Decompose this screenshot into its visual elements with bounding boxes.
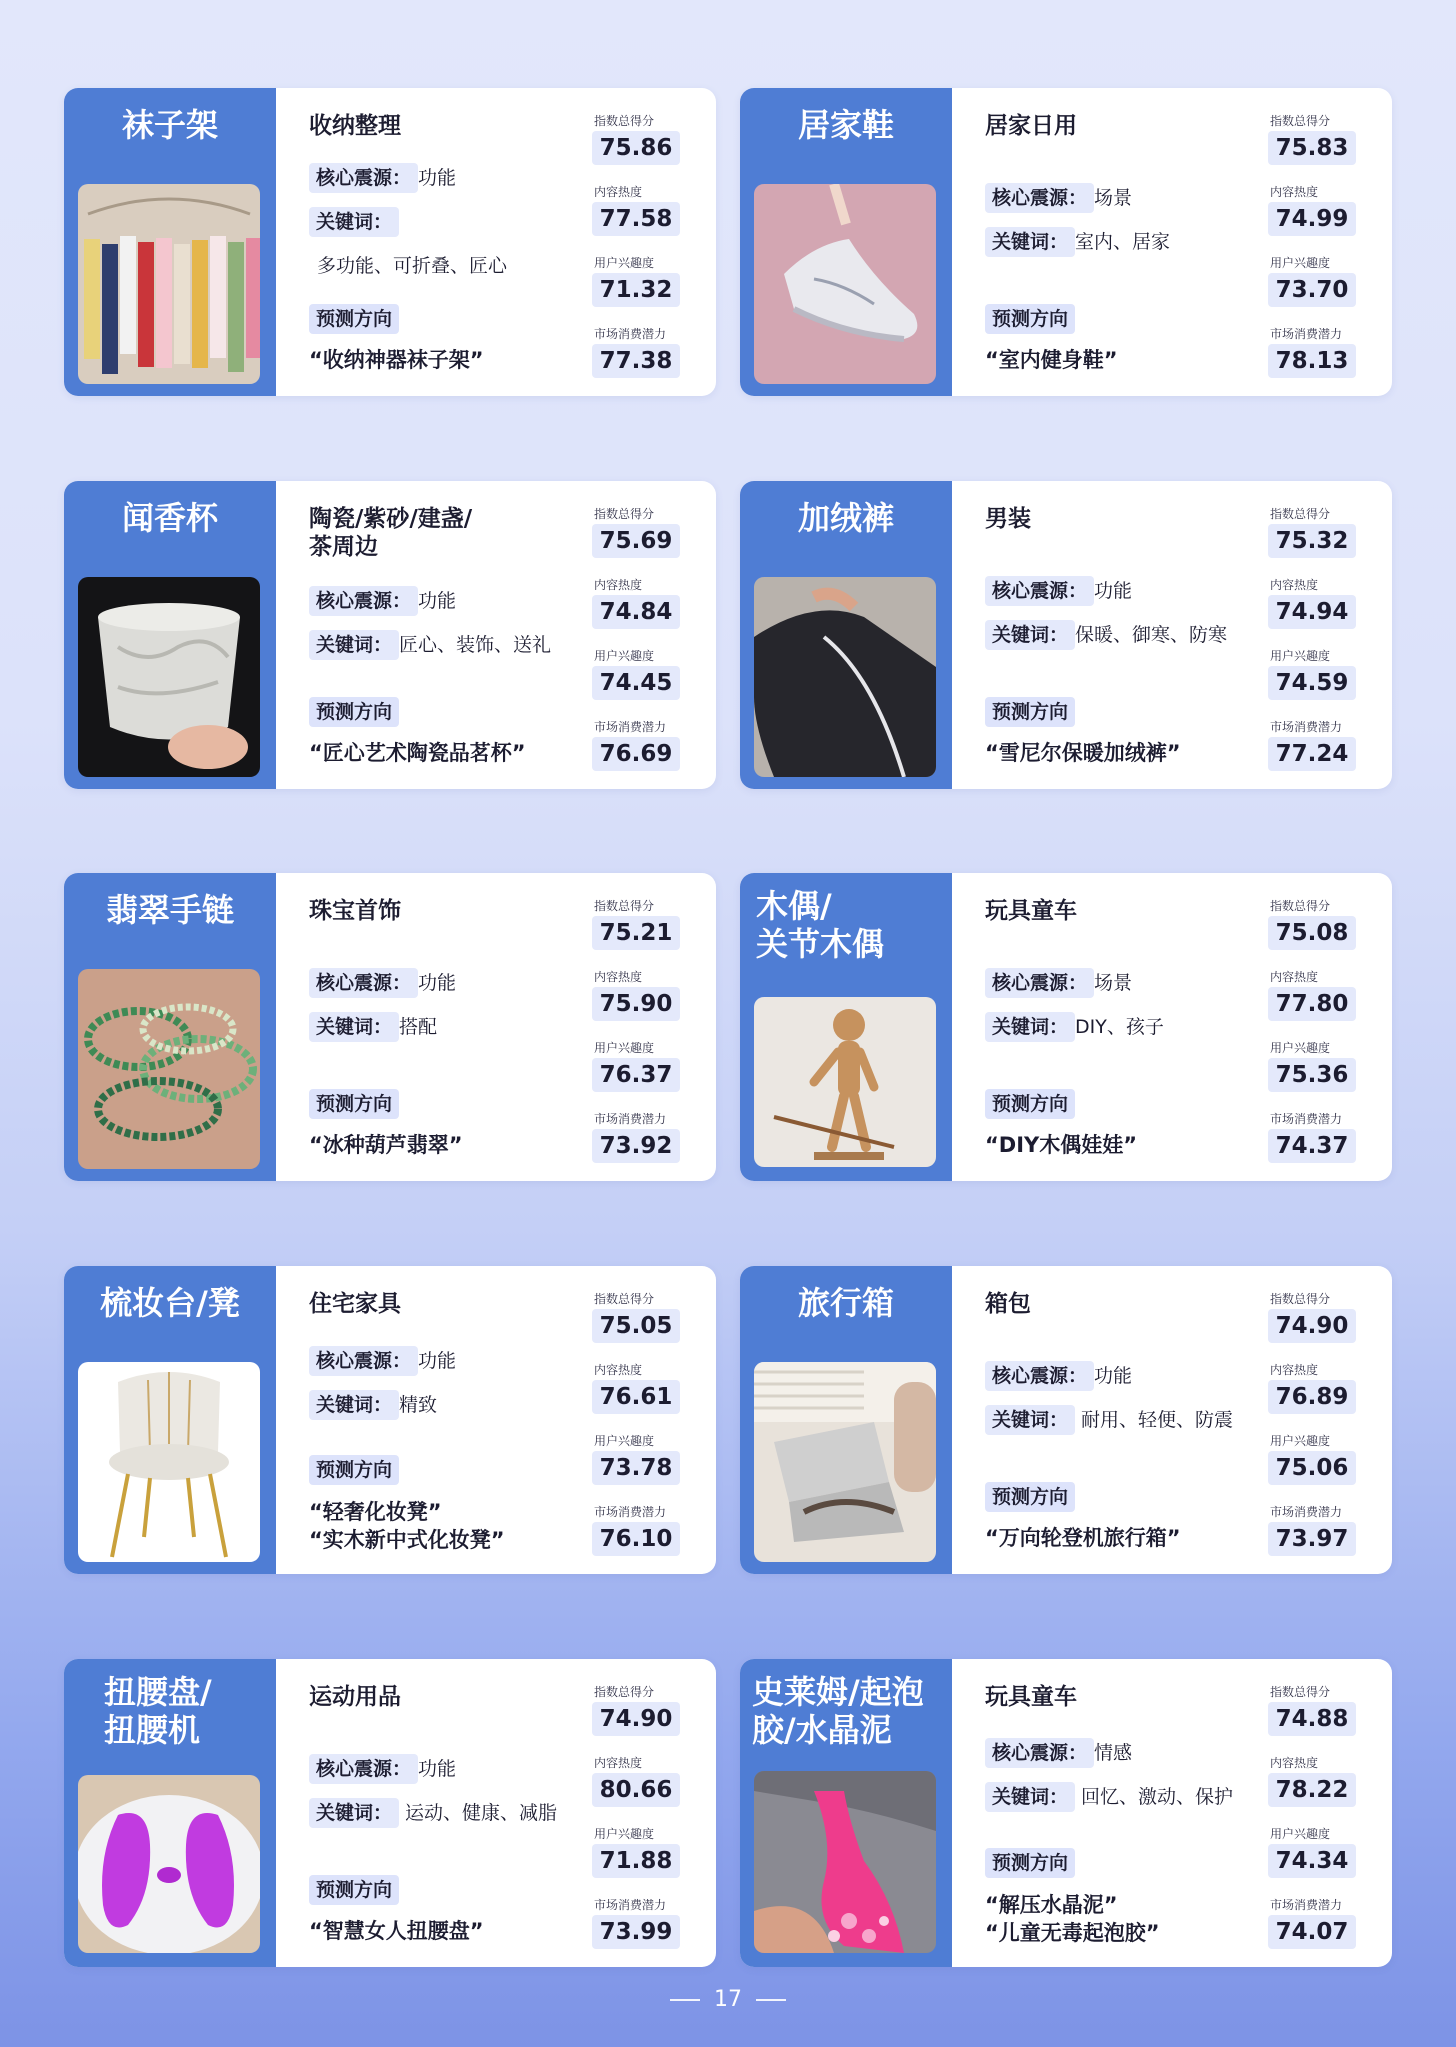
keywords-row: 关键词： 搭配 [309, 1012, 437, 1042]
total-score: 指数总得分 74.90 [1268, 1292, 1368, 1343]
prediction-slogan: “万向轮登机旅行箱” [985, 1526, 1181, 1550]
total-score: 指数总得分 75.32 [1268, 507, 1368, 558]
product-card-3 [64, 481, 716, 789]
core-source-row: 核心震源： 功能 [309, 1346, 456, 1376]
market-potential: 市场消费潜力 76.10 [592, 1505, 692, 1556]
content-heat: 内容热度 77.80 [1268, 970, 1368, 1021]
core-source-row: 核心震源： 功能 [985, 1361, 1132, 1391]
product-card-9 [64, 1659, 716, 1967]
user-interest: 用户兴趣度 75.06 [1268, 1434, 1368, 1485]
product-card-4 [740, 481, 1392, 789]
product-card-5 [64, 873, 716, 1181]
core-source-value: 情感 [1094, 1742, 1133, 1764]
market-potential: 市场消费潜力 73.92 [592, 1112, 692, 1163]
prediction-tag: 预测方向 [309, 697, 399, 727]
prediction-slogan: “收纳神器袜子架” [309, 348, 484, 372]
footer-dash-right [756, 1999, 786, 2001]
prediction-tag: 预测方向 [309, 1875, 399, 1905]
product-card-1 [64, 88, 716, 396]
prediction-slogan: “冰种葫芦翡翠” [309, 1133, 463, 1157]
core-source-value: 功能 [1094, 1365, 1133, 1387]
total-score: 指数总得分 75.05 [592, 1292, 692, 1343]
product-card-2 [740, 88, 1392, 396]
keywords-value: 耐用、轻便、防震 [1075, 1409, 1234, 1431]
user-interest: 用户兴趣度 73.78 [592, 1434, 692, 1485]
keywords-value: 精致 [399, 1394, 438, 1416]
keywords-continued: 多功能、可折叠、匠心 [317, 255, 508, 277]
prediction-tag: 预测方向 [985, 1089, 1075, 1119]
core-source-row: 核心震源： 情感 [985, 1738, 1132, 1768]
page-footer [0, 1985, 1456, 2015]
product-category: 住宅家具 [309, 1291, 401, 1317]
market-potential: 市场消费潜力 73.97 [1268, 1505, 1368, 1556]
content-heat: 内容热度 75.90 [592, 970, 692, 1021]
product-title: 翡翠手链 [105, 891, 234, 929]
core-source-value: 功能 [418, 590, 457, 612]
market-potential: 市场消费潜力 74.07 [1268, 1898, 1368, 1949]
footer-dash-left [670, 1999, 700, 2001]
keywords-row: 关键词： 室内、居家 [985, 227, 1170, 257]
product-title: 扭腰盘/ 扭腰机 [104, 1673, 212, 1749]
keywords-row: 关键词： 保暖、御寒、防寒 [985, 620, 1227, 650]
market-potential: 市场消费潜力 78.13 [1268, 327, 1368, 378]
twist-board-image [78, 1775, 260, 1953]
card-sidebar [740, 1266, 952, 1574]
user-interest: 用户兴趣度 74.59 [1268, 649, 1368, 700]
prediction-tag: 预测方向 [985, 1482, 1075, 1512]
total-score: 指数总得分 74.90 [592, 1685, 692, 1736]
keywords-row: 关键词： DIY、孩子 [985, 1012, 1164, 1042]
prediction-tag: 预测方向 [985, 1848, 1075, 1878]
core-source-value: 功能 [418, 1758, 457, 1780]
keywords-row: 关键词： 回忆、激动、保护 [985, 1782, 1233, 1812]
total-score: 指数总得分 75.69 [592, 507, 692, 558]
user-interest: 用户兴趣度 76.37 [592, 1041, 692, 1092]
card-sidebar [740, 1659, 952, 1967]
slime-image [754, 1771, 936, 1953]
product-category: 男装 [985, 506, 1031, 532]
fleece-pants-image [754, 577, 936, 777]
user-interest: 用户兴趣度 74.34 [1268, 1827, 1368, 1878]
total-score: 指数总得分 75.86 [592, 114, 692, 165]
vanity-chair-image [78, 1362, 260, 1562]
keywords-value: DIY、孩子 [1075, 1016, 1164, 1038]
product-title: 旅行箱 [797, 1284, 894, 1322]
prediction-tag: 预测方向 [309, 304, 399, 334]
keywords-value: 室内、居家 [1075, 231, 1171, 253]
keywords-value: 保暖、御寒、防寒 [1075, 624, 1228, 646]
content-heat: 内容热度 74.99 [1268, 185, 1368, 236]
core-source-row: 核心震源： 功能 [309, 968, 456, 998]
page-number: 17 [714, 1987, 742, 2012]
card-sidebar [740, 873, 952, 1181]
user-interest: 用户兴趣度 71.88 [592, 1827, 692, 1878]
prediction-tag: 预测方向 [309, 1089, 399, 1119]
product-title: 袜子架 [121, 106, 218, 144]
total-score: 指数总得分 75.08 [1268, 899, 1368, 950]
wooden-mannequin-image [754, 997, 936, 1167]
keywords-row: 关键词： [309, 207, 399, 237]
keywords-row: 关键词： 运动、健康、减脂 [309, 1798, 557, 1828]
core-source-row: 核心震源： 场景 [985, 968, 1132, 998]
jade-bracelet-image [78, 969, 260, 1169]
keywords-row: 关键词： 精致 [309, 1390, 437, 1420]
core-source-value: 场景 [1094, 972, 1133, 994]
card-sidebar [64, 1266, 276, 1574]
keywords-value: 回忆、激动、保护 [1075, 1786, 1234, 1808]
prediction-tag: 预测方向 [985, 304, 1075, 334]
content-heat: 内容热度 78.22 [1268, 1756, 1368, 1807]
prediction-slogan: “雪尼尔保暖加绒裤” [985, 741, 1181, 765]
card-sidebar [64, 873, 276, 1181]
market-potential: 市场消费潜力 74.37 [1268, 1112, 1368, 1163]
prediction-slogan: “智慧女人扭腰盘” [309, 1919, 484, 1943]
content-heat: 内容热度 76.61 [592, 1363, 692, 1414]
ceramic-cup-image [78, 577, 260, 777]
core-source-value: 功能 [418, 1350, 457, 1372]
market-potential: 市场消费潜力 77.38 [592, 327, 692, 378]
content-heat: 内容热度 77.58 [592, 185, 692, 236]
core-source-row: 核心震源： 场景 [985, 183, 1132, 213]
keywords-row: 关键词： 耐用、轻便、防震 [985, 1405, 1233, 1435]
content-heat: 内容热度 80.66 [592, 1756, 692, 1807]
user-interest: 用户兴趣度 75.36 [1268, 1041, 1368, 1092]
keywords-row: 关键词： 匠心、装饰、送礼 [309, 630, 551, 660]
core-source-row: 核心震源： 功能 [985, 576, 1132, 606]
market-potential: 市场消费潜力 76.69 [592, 720, 692, 771]
keywords-value: 搭配 [399, 1016, 438, 1038]
prediction-tag: 预测方向 [309, 1455, 399, 1485]
content-heat: 内容热度 74.94 [1268, 578, 1368, 629]
product-title: 木偶/ 关节木偶 [756, 887, 885, 963]
product-card-7 [64, 1266, 716, 1574]
product-category: 居家日用 [985, 113, 1077, 139]
card-sidebar [64, 1659, 276, 1967]
product-card-6 [740, 873, 1392, 1181]
sock-rack-image [78, 184, 260, 384]
user-interest: 用户兴趣度 73.70 [1268, 256, 1368, 307]
total-score: 指数总得分 75.21 [592, 899, 692, 950]
card-sidebar [64, 481, 276, 789]
total-score: 指数总得分 74.88 [1268, 1685, 1368, 1736]
core-source-row: 核心震源： 功能 [309, 586, 456, 616]
product-title: 加绒裤 [797, 499, 894, 537]
market-potential: 市场消费潜力 73.99 [592, 1898, 692, 1949]
prediction-slogan: “室内健身鞋” [985, 348, 1118, 372]
suitcase-image [754, 1362, 936, 1562]
core-source-value: 功能 [418, 167, 457, 189]
user-interest: 用户兴趣度 74.45 [592, 649, 692, 700]
product-category: 收纳整理 [309, 113, 401, 139]
core-source-value: 功能 [418, 972, 457, 994]
product-title: 闻香杯 [121, 499, 218, 537]
product-title: 居家鞋 [797, 106, 894, 144]
prediction-slogan: “DIY木偶娃娃” [985, 1133, 1138, 1157]
product-category: 玩具童车 [985, 898, 1077, 924]
card-sidebar [740, 88, 952, 396]
core-source-value: 功能 [1094, 580, 1133, 602]
total-score: 指数总得分 75.83 [1268, 114, 1368, 165]
core-source-row: 核心震源： 功能 [309, 1754, 456, 1784]
prediction-slogan: “匠心艺术陶瓷品茗杯” [309, 741, 526, 765]
market-potential: 市场消费潜力 77.24 [1268, 720, 1368, 771]
product-title: 史莱姆/起泡 胶/水晶泥 [752, 1673, 924, 1749]
user-interest: 用户兴趣度 71.32 [592, 256, 692, 307]
product-category: 珠宝首饰 [309, 898, 401, 924]
content-heat: 内容热度 74.84 [592, 578, 692, 629]
sneaker-image [754, 184, 936, 384]
product-card-10 [740, 1659, 1392, 1967]
content-heat: 内容热度 76.89 [1268, 1363, 1368, 1414]
prediction-slogan: “解压水晶泥” “儿童无毒起泡胶” [985, 1893, 1160, 1945]
keywords-value: 匠心、装饰、送礼 [399, 634, 552, 656]
product-title: 梳妆台/凳 [100, 1284, 240, 1322]
core-source-value: 场景 [1094, 187, 1133, 209]
core-source-row: 核心震源： 功能 [309, 163, 456, 193]
product-category: 运动用品 [309, 1684, 401, 1710]
product-card-8 [740, 1266, 1392, 1574]
product-category: 玩具童车 [985, 1684, 1077, 1710]
product-category: 箱包 [985, 1291, 1031, 1317]
card-sidebar [740, 481, 952, 789]
product-category: 陶瓷/紫砂/建盏/ 茶周边 [309, 506, 473, 560]
prediction-slogan: “轻奢化妆凳” “实木新中式化妆凳” [309, 1500, 505, 1552]
keywords-value: 运动、健康、减脂 [399, 1802, 558, 1824]
prediction-tag: 预测方向 [985, 697, 1075, 727]
card-sidebar [64, 88, 276, 396]
